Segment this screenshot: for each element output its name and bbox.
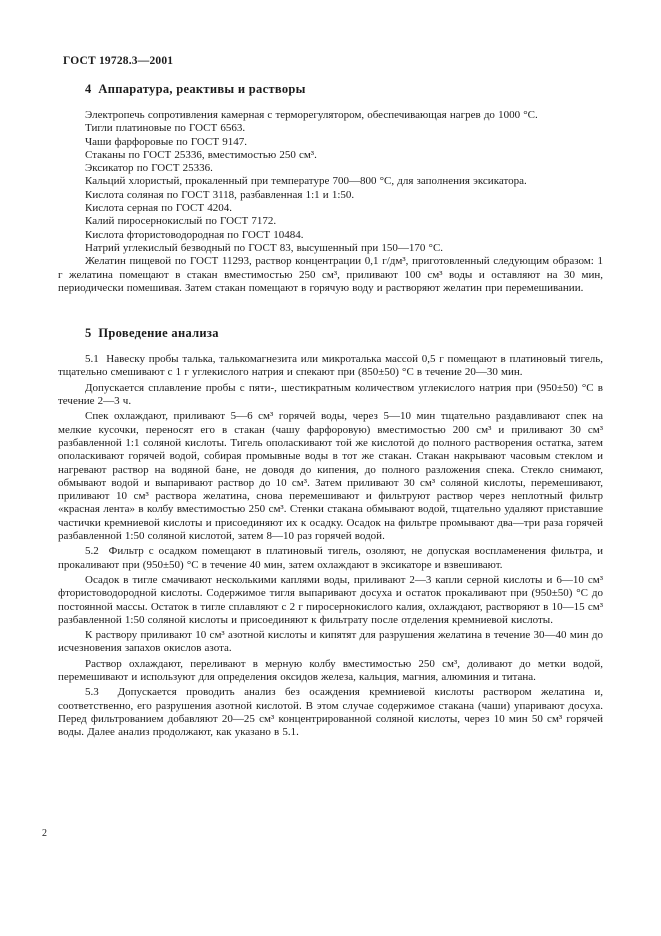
procedure-paragraph-5-1: 5.1 Навеску пробы талька, талькомагнезита или микроталька массой 0,5 г помещают в платиновый тигель, тщательно смешивают с 1 г углекислого натрия и спекают при (850±50) °С в течение 20—30 мин. [58, 353, 603, 379]
reagent-item: Желатин пищевой по ГОСТ 11293, раствор концентрации 0,1 г/дм³, приготовленный следующим образом: 1 г желатина помещают в стакан вместимостью 250 см³, приливают 100 см³ воды и оставляют на 30 мин, периодически помешивая. Затем стакан помещают в горячую воду и растворяют желатин при перемешивании. [58, 255, 603, 294]
procedure-paragraph: Осадок в тигле смачивают несколькими каплями воды, приливают 2—3 капли серной кислоты и 6—10 см³ фтористоводородной кислоты. Содержимое тигля выпаривают досуха и остаток прокаливают при (950±50) °С до постоянной массы. Остаток в тигле сплавляют с 2 г пиросернокислого калия, охлаждают, растворяют в 10—15 см³ разбавленной 1:50 соляной кислоты и присоединяют к фильтрату после отделения кремниевой кислоты. [58, 573, 603, 626]
reagent-item: Эксикатор по ГОСТ 25336. [85, 162, 213, 175]
reagent-item: Натрий углекислый безводный по ГОСТ 83, высушенный при 150—170 °С. [85, 241, 444, 254]
reagent-item: Чаши фарфоровые по ГОСТ 9147. [85, 135, 247, 148]
procedure-paragraph: К раствору приливают 10 см³ азотной кислоты и кипятят для разрушения желатина в течение 30—40 мин до исчезновения запахов окислов азота. [58, 629, 603, 655]
section-5-heading: 5 Проведение анализа [85, 326, 219, 341]
procedure-paragraph: Спек охлаждают, приливают 5—6 см³ горячей воды, через 5—10 мин тщательно раздавливают спек на мелкие кусочки, переносят его в стакан (чашу фарфоровую) вместимостью 200 см³ и приливают 30 см³ разбавленной 1:1 соляной кислоты. Тигель ополаскивают той же кислотой до полного растворения остатка, затем ополаскивают горячей водой, собирая промывные воды в тот же стакан. Стакан накрывают часовым стеклом и нагревают раствор на водяной бане, не доводя до кипения, до полного разложения спека. Стекло снимают, обмывают водой и выпаривают раствор до 10 см³. Затем приливают 30 см³ соляной кислоты, перемешивают, приливают 10 см³ раствора желатина, снова перемешивают и фильтруют раствор через неплотный фильтр «красная лента» в колбу вместимостью 250 см³. Стенки стакана обмывают водой, тщательно удаляют приставшие частички кремниевой кислоты и присоединяют их к осадку. Осадок на фильтре промывают два—три раза горячей разбавленной 1:50 соляной кислотой, затем 8—10 раз горячей водой. [58, 410, 603, 543]
reagent-item: Кислота фтористоводородная по ГОСТ 10484. [85, 228, 304, 241]
procedure-paragraph-5-2: 5.2 Фильтр с осадком помещают в платиновый тигель, озоляют, не допуская воспламенения фильтра, и прокаливают при (950±50) °С в течение 40 мин, затем охлаждают в эксикаторе и взвешивают. [58, 545, 603, 571]
procedure-paragraph: Допускается сплавление пробы с пяти-, шестикратным количеством углекислого натрия при (950±50) °С в течение 2—3 ч. [58, 381, 603, 408]
reagent-item: Кислота серная по ГОСТ 4204. [85, 202, 232, 215]
reagent-item: Кислота соляная по ГОСТ 3118, разбавленная 1:1 и 1:50. [85, 188, 355, 201]
running-header: ГОСТ 19728.3—2001 [63, 55, 174, 67]
reagent-item: Калий пиросернокислый по ГОСТ 7172. [85, 215, 277, 228]
reagent-item: Стаканы по ГОСТ 25336, вместимостью 250 см³. [85, 148, 317, 161]
procedure-paragraph: Раствор охлаждают, переливают в мерную колбу вместимостью 250 см³, доливают до метки водой, перемешивают и используют для определения оксидов железа, кальция, магния, алюминия и титана. [58, 657, 603, 683]
section-4-heading: 4 Аппаратура, реактивы и растворы [85, 82, 306, 96]
document-content [58, 82, 603, 741]
reagent-item: Электропечь сопротивления камерная с терморегулятором, обеспечивающая нагрев до 1000 °С. [85, 109, 538, 121]
page-number: 2 [42, 828, 47, 839]
procedure-paragraph-5-3: 5.3 Допускается проводить анализ без осаждения кремниевой кислоты раствором желатина и, соответственно, его разрушения азотной кислотой. В этом случае содержимое стакана (чаши) упаривают досуха. Перед фильтрованием добавляют 20—25 см³ концентрированной соляной кислоты, через 10 мин 50 см³ горячей воды. Далее анализ продолжают, как указано в 5.1. [58, 686, 603, 739]
reagent-item: Кальций хлористый, прокаленный при температуре 700—800 °С, для заполнения эксикатора. [85, 175, 527, 188]
reagent-item: Тигли платиновые по ГОСТ 6563. [85, 122, 246, 135]
